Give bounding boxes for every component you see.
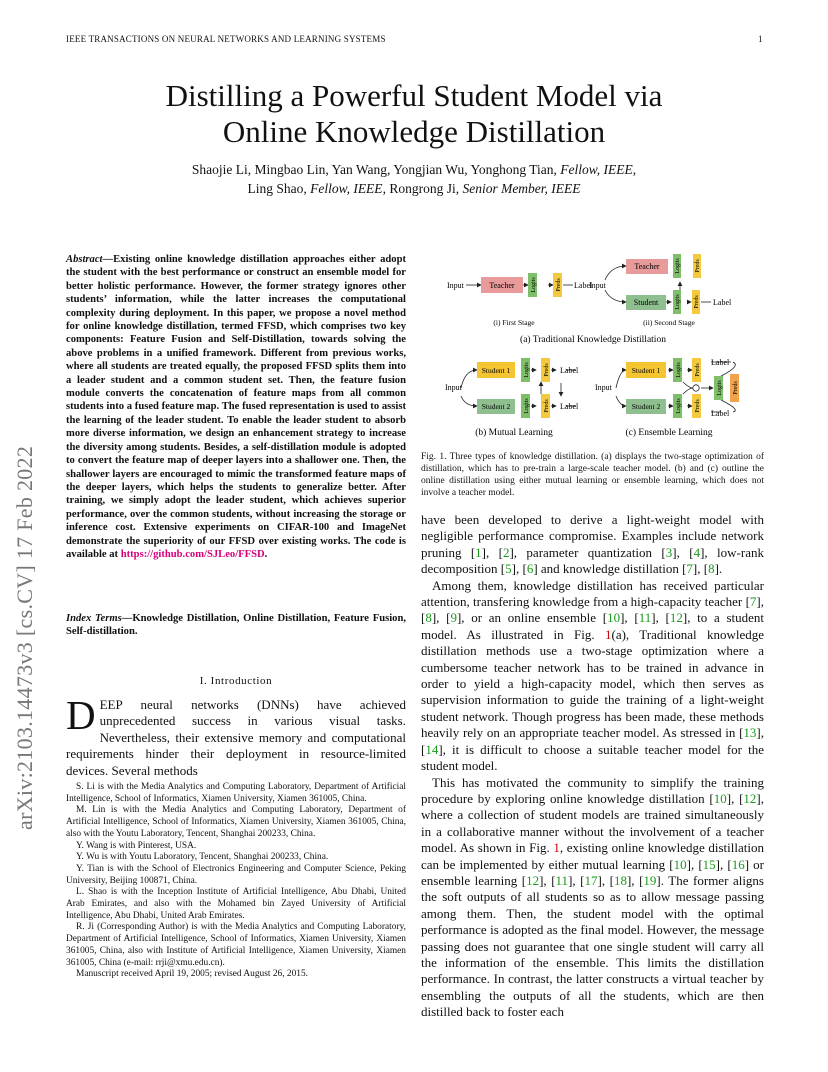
footnote: R. Ji (Corresponding Author) is with the Media Analytics and Computing Laboratory, Department of Artificial Intelligence, School of Informatics, Xiamen University, Xiamen 361005, China, also with Institute of Artificial Intelligence, Xiamen University, Xiamen 361005, China (e-mail: rrji@xmu.edu.cn).: [66, 922, 406, 968]
fig-input-label: Input: [589, 281, 606, 290]
teacher-label: Teacher: [489, 281, 515, 290]
student2-label: Student 2: [481, 402, 511, 411]
citation-link[interactable]: 6: [526, 561, 534, 577]
fig-label-text: Label: [713, 298, 732, 307]
subcaption-second-stage: (ii) Second Stage: [643, 318, 695, 327]
logits-label: Logits: [675, 258, 681, 274]
abstract-text: —Existing online knowledge distillation approaches either adopt the student with the best performance or construct an ensemble model for better holistic performance. However, the former strategy ignores other students’ information, while the latter increases the computational complexity during deployment. In this paper, we propose a novel method for online knowledge distillation, termed FFSD, which comprises two key components: Feature Fusion and Self-Distillation, towards solving the above problems in a unified framework. Different from previous works, where all students are treated equally, the proposed FFSD splits them into a leader student and a common student set. Then, the feature fusion module converts the concatenation of feature maps from all common students into a fused feature map. The fused representation is used to assist the learning of the leader student. To enable the leader student to absorb more diverse information, we design an enhancement strategy to increase the diversity among students. Besides, a self-distillation module is adopted to convert the feature map of deeper layers into a shallower one. Then, the shallower layers are encouraged to mimic the transformed feature maps of the deeper layers, which helps the students to generalize better. After training, we simply adopt the leader student, which achieves superior performance, over the common students, without increasing the storage or inference cost. Extensive experiments on CIFAR-100 and ImageNet demonstrate the superiority of our FFSD over existing works. The code is available at: [66, 254, 406, 560]
footnotes: [66, 782, 406, 981]
body-text: ], [: [597, 872, 614, 888]
body-text: ], where a collection of student models are trained simultaneously in a collaborative manner without the involvement of a teacher model. As shown in Fig.: [421, 790, 764, 856]
author-line-2: [0, 179, 828, 198]
citation-link[interactable]: 19: [643, 872, 657, 888]
body-text: ], [: [686, 856, 703, 872]
fig-input-label: Input: [595, 383, 612, 392]
arxiv-stamp: arXiv:2103.14473v3 [cs.CV] 17 Feb 2022: [12, 445, 37, 830]
footnote: Y. Wang is with Pinterest, USA.: [76, 840, 197, 851]
figure-ref-link[interactable]: 1: [553, 840, 560, 856]
preds-label: Preds: [695, 363, 701, 377]
body-text: This has motivated the community to simplify the training procedure by exploring online knowledge distillation [: [421, 774, 764, 806]
abstract-label: Abstract: [66, 254, 103, 265]
author-grade-2a: Fellow, IEEE: [310, 181, 383, 196]
body-text: ], [: [726, 790, 744, 806]
author-grade-1: Fellow, IEEE: [560, 162, 633, 177]
subcaption-c: (c) Ensemble Learning: [625, 428, 713, 438]
citation-link[interactable]: 15: [702, 856, 716, 872]
logits-label: Logits: [676, 362, 682, 378]
body-paragraph: [421, 512, 764, 578]
author-line-1: [0, 160, 828, 179]
body-text: ], or an online ensemble [: [456, 610, 608, 626]
body-text: ], [: [620, 610, 639, 626]
figure-caption: Fig. 1. Three types of knowledge distillation. (a) displays the two-stage optimization of distillation, which has to pre-train a large-scale teacher model. (b) and (c) outline the online distillation using either mutual learning or ensemble learning, which does not involve a teacher model.: [421, 452, 764, 498]
logits-label: Logits: [675, 294, 681, 310]
citation-link[interactable]: 18: [613, 872, 627, 888]
citation-link[interactable]: 8: [425, 610, 432, 626]
subcaption-b: (b) Mutual Learning: [475, 428, 553, 438]
citation-link[interactable]: 11: [638, 610, 652, 626]
citation-link[interactable]: 10: [713, 790, 727, 806]
author-list: [0, 160, 828, 198]
student-label: Student: [633, 298, 659, 307]
body-text: ], [: [626, 872, 644, 888]
preds-label: Preds: [733, 381, 739, 395]
citation-link[interactable]: 10: [673, 856, 687, 872]
abstract-end: .: [264, 548, 268, 560]
fig-input-label: Input: [445, 383, 462, 392]
subcaption-a: (a) Traditional Knowledge Distillation: [520, 335, 666, 345]
abstract: [66, 253, 406, 561]
citation-link[interactable]: 7: [749, 594, 757, 610]
journal-header: IEEE TRANSACTIONS ON NEURAL NETWORKS AND LEARNING SYSTEMS: [66, 34, 386, 44]
index-terms-label: Index Terms: [66, 613, 122, 624]
code-link[interactable]: https://github.com/SJLeo/FFSD: [120, 548, 265, 560]
author-punct-1: ,: [632, 162, 637, 177]
sum-node: [693, 385, 699, 391]
citation-link[interactable]: 5: [505, 561, 512, 577]
right-column-body: [421, 512, 764, 1021]
body-text: ], [: [481, 544, 503, 560]
fig-label-text: Label: [574, 281, 593, 290]
footnote: L. Shao is with the Inception Institute of Artificial Intelligence, Abu Dhabi, United Arab Emirates, and also with the Mohamed bin Zayed University of Artificial Intelligence, Abu Dhabi, United Arab Emirates.: [66, 887, 406, 921]
body-paragraph: [421, 578, 764, 775]
body-text: have been developed to derive a light-weight model with negligible performance compromise. Examples include network pruning [: [421, 512, 764, 560]
fig-label-text: Label: [560, 402, 579, 411]
body-text: Among them, knowledge distillation has received particular attention, transfering knowledge from a high-capacity teacher [: [421, 577, 764, 610]
fig-label-text: Label: [711, 358, 730, 367]
figure-1-diagram: [421, 250, 766, 446]
citation-link[interactable]: 4: [693, 544, 701, 560]
body-text: ], [: [539, 872, 556, 888]
citation-link[interactable]: 12: [669, 610, 683, 626]
fig-label-text: Label: [711, 409, 730, 418]
author-names-2b: , Rongrong Ji,: [382, 181, 463, 196]
body-paragraph: [421, 775, 764, 1021]
citation-link[interactable]: 9: [450, 610, 457, 626]
citation-link[interactable]: 7: [686, 561, 693, 577]
footnote: S. Li is with the Media Analytics and Computing Laboratory, Department of Artificial Intelligence, School of Informatics, Xiamen University, Xiamen 361005, China.: [66, 782, 406, 804]
citation-link[interactable]: 10: [607, 610, 621, 626]
preds-label: Preds: [544, 363, 550, 377]
title-line-1: Distilling a Powerful Student Model via: [165, 78, 663, 113]
body-text: ], [: [672, 544, 694, 560]
preds-label: Preds: [556, 278, 562, 292]
citation-link[interactable]: 13: [743, 725, 757, 741]
footnote: Manuscript received April 19, 2005; revised August 26, 2015.: [76, 969, 308, 980]
title-line-2: Online Knowledge Distillation: [222, 114, 606, 149]
citation-link[interactable]: 11: [555, 872, 569, 888]
figure-ref-link[interactable]: 1: [604, 626, 612, 642]
citation-link[interactable]: 2: [502, 544, 510, 560]
citation-link[interactable]: 12: [526, 872, 540, 888]
author-grade-2b: Senior Member, IEEE: [462, 181, 581, 196]
body-text: ], [: [715, 856, 732, 872]
logits-label: Logits: [524, 362, 530, 378]
index-terms: [66, 612, 406, 639]
body-text: , existing online knowledge distillation can be implemented by either mutual learning [: [421, 840, 765, 872]
intro-paragraph: [66, 692, 406, 779]
logits-label: Logits: [524, 398, 530, 414]
intro-text: EEP neural networks (DNNs) have achieved unprecedented success in various visual tasks. Nevertheless, their extensive memory and computational requirements hinder their deployment in resource-limited devices. Several methods: [66, 697, 406, 778]
citation-link[interactable]: 16: [731, 856, 745, 872]
body-text: ], to a student model. As illustrated in Fig.: [421, 610, 765, 642]
body-text: ], parameter quantization [: [509, 544, 666, 560]
section-heading: I. Introduction: [199, 675, 273, 687]
citation-link[interactable]: 12: [743, 790, 757, 806]
citation-link[interactable]: 3: [665, 544, 673, 560]
footnote: Y. Wu is with Youtu Laboratory, Tencent, Shanghai 200233, China.: [76, 852, 329, 863]
student2-label: Student 2: [631, 402, 661, 411]
footnote: M. Lin is with the Media Analytics and Computing Laboratory, Department of Artificial Intelligence, School of Informatics, Xiamen University, Xiamen 361005, China, also with the Youtu Laboratory, Tencent, Shanghai 200233, China.: [66, 805, 406, 839]
body-text: ], [: [511, 561, 527, 577]
body-text: ], [: [568, 872, 585, 888]
page-number: 1: [758, 34, 763, 44]
preds-label: Preds: [695, 399, 701, 413]
body-text: ].: [714, 561, 723, 577]
body-text: ], [: [421, 725, 764, 757]
body-text: ]. The former aligns the soft outputs of all students so as to allow message passing among them. Then, the student model with the optimal performance is adopted as the final model. However, the message passing does not guarantee that one single student will carry all the information of the ensemble. This limits the distillation performance. In contrast, the latter constructs a virtual teacher by ensembling the outputs of all the students, which are then distilled back to foster each: [421, 872, 764, 1020]
footnote: Y. Tian is with the School of Electronics Engineering and Computer Science, Peking University, Beijing 100871, China.: [66, 863, 406, 886]
preds-label: Preds: [695, 259, 701, 273]
logits-label: Logits: [717, 380, 723, 396]
body-text: ], [: [421, 594, 764, 626]
body-text: ], [: [431, 610, 451, 626]
preds-label: Preds: [694, 295, 700, 309]
student1-label: Student 1: [631, 366, 661, 375]
citation-link[interactable]: 1: [475, 544, 482, 560]
drop-cap: D: [66, 692, 96, 738]
teacher-label: Teacher: [634, 262, 660, 271]
author-names-1: Shaojie Li, Mingbao Lin, Yan Wang, Yongjian Wu, Yonghong Tian,: [191, 162, 561, 177]
logits-label: Logits: [676, 398, 682, 414]
citation-link[interactable]: 17: [584, 872, 598, 888]
body-text: ], [: [651, 610, 670, 626]
paper-title: [0, 78, 828, 150]
body-text: ], low-rank decomposition [: [421, 544, 764, 577]
subcaption-first-stage: (i) First Stage: [493, 318, 535, 327]
body-text: ], [: [692, 561, 709, 577]
body-text: ], it is difficult to choose a suitable teacher model for the student model.: [421, 741, 764, 774]
citation-link[interactable]: 14: [425, 741, 439, 757]
body-text: ] and knowledge distillation [: [533, 561, 687, 577]
index-terms-text: —Knowledge Distillation, Online Distillation, Feature Fusion, Self-distillation.: [66, 613, 406, 638]
body-text: (a), Traditional knowledge distillation methods use a two-stage optimization where a cumbersome teacher network has to be trained in advance in order to yield a high-capacity model, which then serves as supervision information to guide the training of a light-weight student network. Though progress has been made, these methods heavily rely on an appropriate teacher model. As stressed in [: [421, 626, 764, 741]
author-names-2a: Ling Shao,: [247, 181, 311, 196]
fig-input-label: Input: [447, 281, 464, 290]
logits-label: Logits: [531, 277, 537, 293]
body-text: ] or ensemble learning [: [421, 856, 764, 888]
student1-label: Student 1: [481, 366, 511, 375]
fig-label-text: Label: [560, 366, 579, 375]
preds-label: Preds: [544, 399, 550, 413]
citation-link[interactable]: 8: [708, 561, 715, 577]
